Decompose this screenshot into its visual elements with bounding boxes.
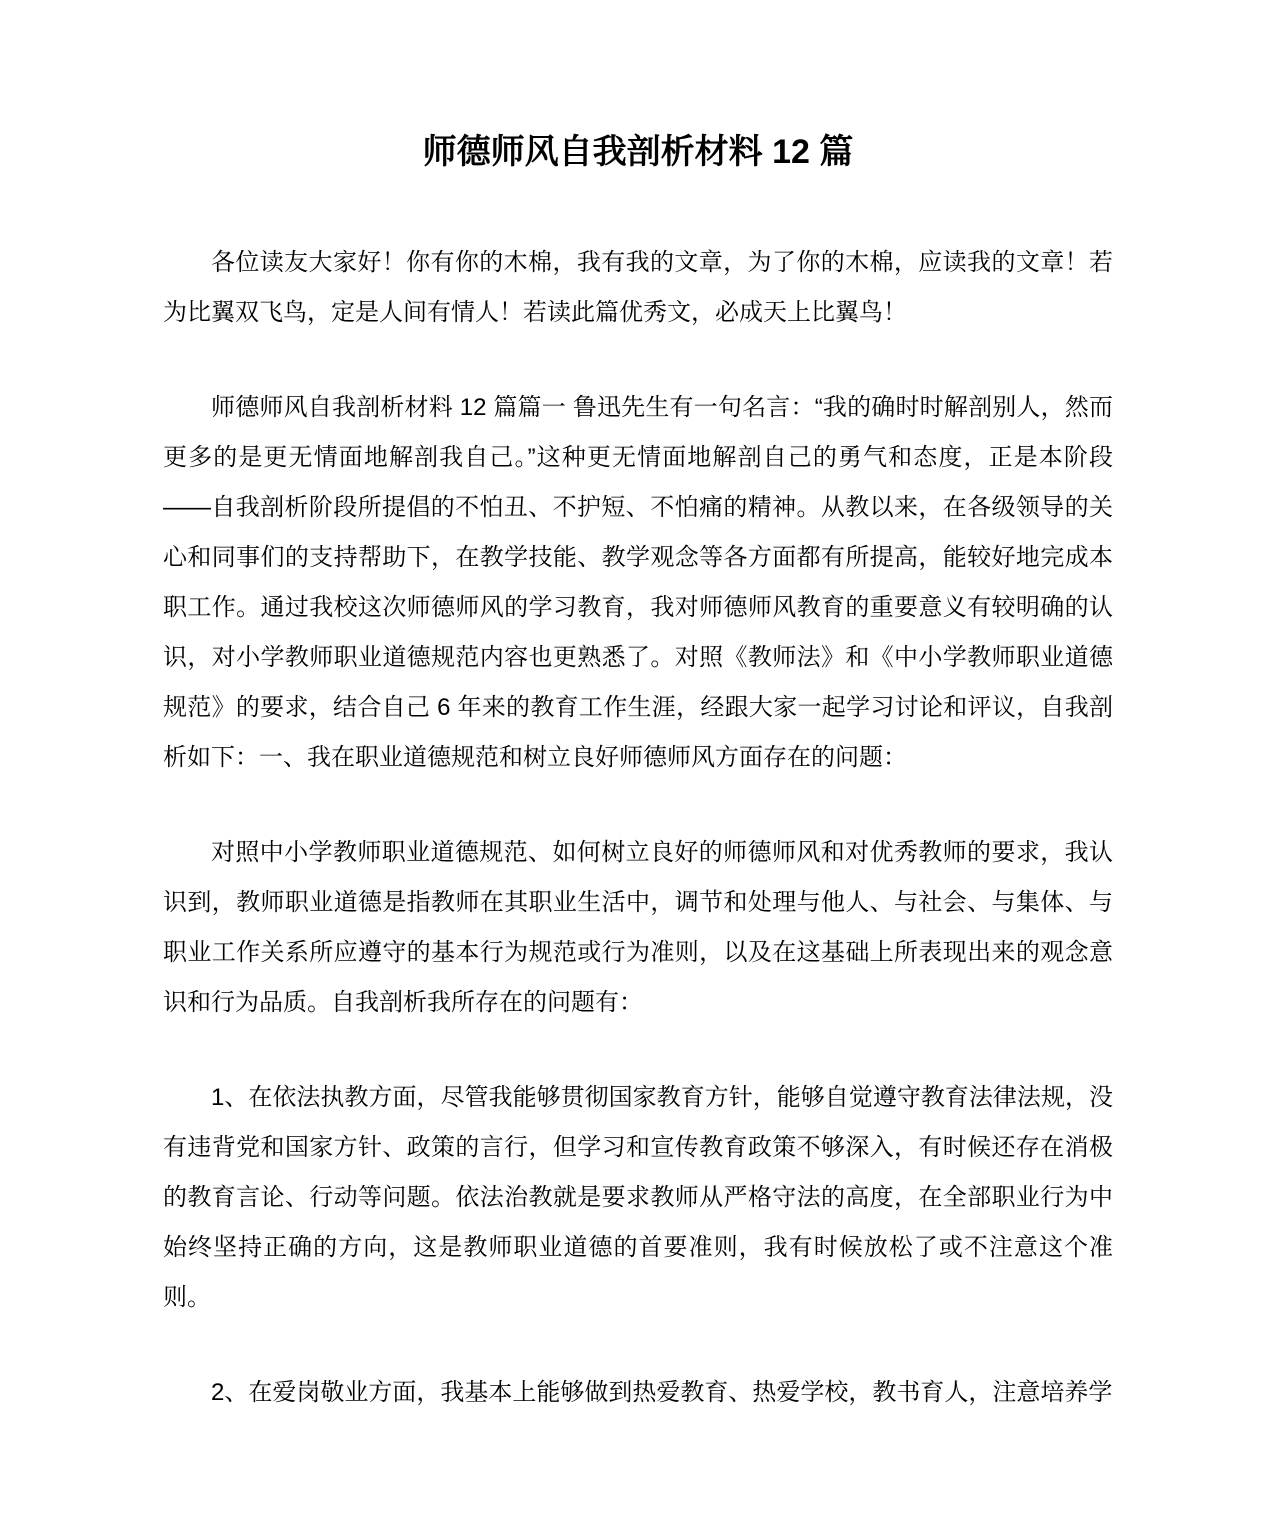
paragraph-analysis: 对照中小学教师职业道德规范、如何树立良好的师德师风和对优秀教师的要求，我认识到，教师职业道德是指教师在其职业生活中，调节和处理与他人、与社会、与集体、与职业工作关系所应遵守的基本行为规范或行为准则，以及在这基础上所表现出来的观念意识和行为品质。自我剖析我所存在的问题有：: [163, 839, 1113, 1016]
document-title: 师德师风自我剖析材料 12 篇: [422, 133, 854, 171]
paragraph-intro: 各位读友大家好！你有你的木棉，我有我的文章，为了你的木棉，应读我的文章！若为比翼双飞鸟，定是人间有情人！若读此篇优秀文，必成天上比翼鸟！: [163, 249, 1113, 326]
paragraph-point-2: 2、在爱岗敬业方面，我基本上能够做到热爱教育、热爱学校，教书育人，注意培养学: [211, 1379, 1113, 1406]
paragraph-section-one: 师德师风自我剖析材料 12 篇篇一 鲁迅先生有一句名言：“我的确时时解剖别人，然而更多的是更无情面地解剖我自己。”这种更无情面地解剖自己的勇气和态度，正是本阶段——自我剖析阶段所提倡的不怕丑、不护短、不怕痛的精神。从教以来，在各级领导的关心和同事们的支持帮助下，在教学技能、教学观念等各方面都有所提高，能较好地完成本职工作。通过我校这次师德师风的学习教育，我对师德师风教育的重要意义有较明确的认识，对小学教师职业道德规范内容也更熟悉了。对照《教师法》和《中小学教师职业道德规范》的要求，结合自己 6 年来的教育工作生涯，经跟大家一起学习讨论和评议，自我剖析如下：一、我在职业道德规范和树立良好师德师风方面存在的问题：: [163, 394, 1113, 771]
paragraph-point-1: 1、在依法执教方面，尽管我能够贯彻国家教育方针，能够自觉遵守教育法律法规，没有违背党和国家方针、政策的言行，但学习和宣传教育政策不够深入，有时候还存在消极的教育言论、行动等问题。依法治教就是要求教师从严格守法的高度，在全部职业行为中始终坚持正确的方向，这是教师职业道德的首要准则，我有时候放松了或不注意这个准则。: [163, 1084, 1113, 1311]
